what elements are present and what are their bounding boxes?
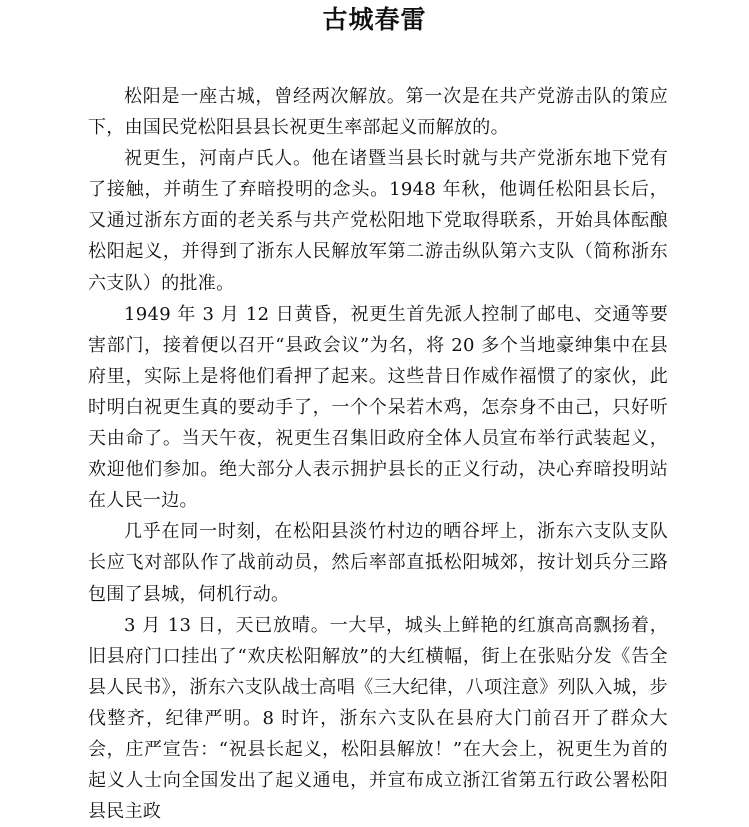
- paragraph-1: 松阳是一座古城，曾经两次解放。第一次是在共产党游击队的策应下，由国民党松阳县县长祝更生率部起义而解放的。: [88, 86, 668, 139]
- paragraph-4: 几乎在同一时刻，在松阳县淡竹村边的晒谷坪上，浙东六支队支队长应飞对部队作了战前动员，然后率部直抵松阳城郊，按计划兵分三路包围了县城，伺机行动。: [88, 521, 668, 605]
- paragraph-3: 1949 年 3 月 12 日黄昏，祝更生首先派人控制了邮电、交通等要害部门，接着便以召开“县政会议”为名，将 20 多个当地豪绅集中在县府里，实际上是将他们看押了起来。这些昔日作威作福惯了的家伙，此时明白祝更生真的要动手了，一个个呆若木鸡，怎奈身不由己，只好听天由命了。当天午夜，祝更生召集旧政府全体人员宣布举行武装起义，欢迎他们参加。绝大部分人表示拥护县长的正义行动，决心弃暗投明站在人民一边。: [88, 303, 668, 512]
- paragraph-2: 祝更生，河南卢氏人。他在诸暨当县长时就与共产党浙东地下党有了接触，并萌生了弃暗投明的念头。1948 年秋，他调任松阳县长后，又通过浙东方面的老关系与共产党松阳地下党取得联系，开始具体酝酿松阳起义，并得到了浙东人民解放军第二游击纵队第六支队（简称浙东六支队）的批准。: [88, 148, 668, 294]
- article-body: [88, 81, 668, 827]
- paragraph-5: 3 月 13 日，天已放晴。一大早，城头上鲜艳的红旗高高飘扬着，旧县府门口挂出了“欢庆松阳解放”的大红横幅，街上在张贴分发《告全县人民书》，浙东六支队战士高唱《三大纪律，八项注意》列队入城，步伐整齐，纪律严明。8 时许，浙东六支队在县府大门前召开了群众大会，庄严宣告：“祝县长起义，松阳县解放！”在大会上，祝更生为首的起义人士向全国发出了起义通电，并宣布成立浙江省第五行政公署松阳县民主政: [88, 614, 668, 823]
- page-title: 古城春雷: [322, 5, 427, 34]
